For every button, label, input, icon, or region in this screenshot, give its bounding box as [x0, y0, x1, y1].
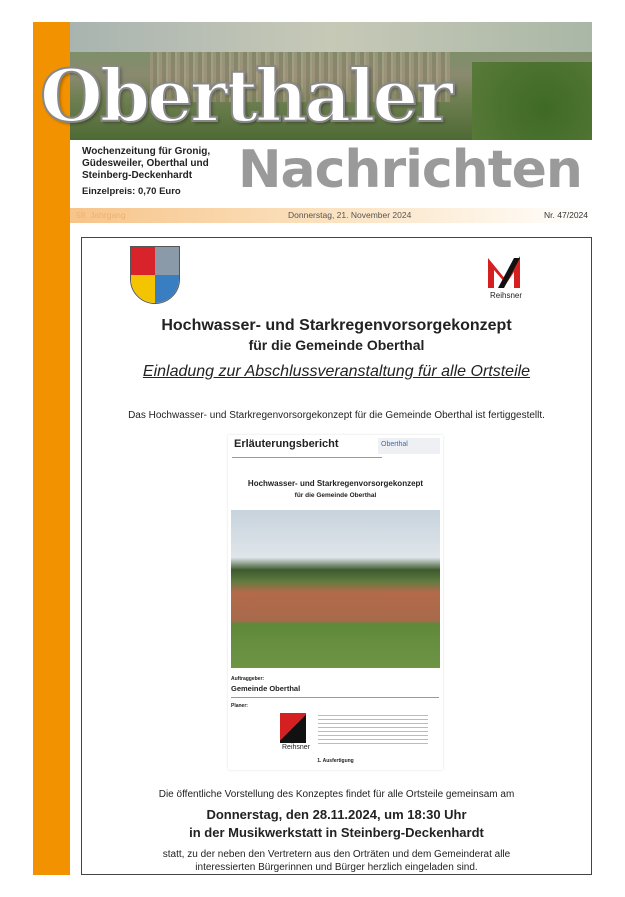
planner-logo-icon: [280, 713, 306, 743]
masthead-info: [82, 146, 232, 198]
headline-1: Hochwasser- und Starkregenvorsorgekonzept: [161, 317, 512, 334]
client: Gemeinde Oberthal: [231, 684, 301, 693]
volume: 58. Jahrgang: [76, 210, 126, 220]
reihsner-logo-text: Reihsner: [490, 291, 523, 300]
orange-side-bar: [33, 22, 70, 875]
masthead-title-2: Nachrichten: [238, 140, 582, 200]
report-cover-image: [228, 435, 443, 770]
client-label: Auftraggeber:: [231, 676, 265, 682]
oberthal-brand: Oberthal: [378, 438, 440, 454]
date-bar: [70, 208, 592, 223]
price: Einzelpreis: 0,70 Euro: [82, 186, 181, 197]
closing-text-1: statt, zu der neben den Vertretern aus den Orträten und dem Gemeinderat alle: [162, 849, 511, 860]
coat-of-arms-icon: [130, 246, 180, 304]
subheadline: Einladung zur Abschlussveranstaltung für alle Ortsteile: [142, 363, 531, 380]
presentation-text: Die öffentliche Vorstellung des Konzeptes findet für alle Ortsteile gemeinsam am: [158, 789, 515, 800]
closing-text-2: interessierten Bürgerinnen und Bürger herzlich eingeladen sind.: [195, 862, 478, 873]
report-heading: Erläuterungsbericht: [234, 438, 339, 450]
divider: [232, 457, 382, 458]
flood-photo: [231, 510, 440, 668]
reihsner-logo-icon: [480, 250, 530, 300]
divider: [231, 697, 439, 698]
masthead-subtitle: Wochenzeitung für Gronig, Güdesweiler, Oberthal und Steinberg-Deckenhardt: [82, 146, 211, 181]
article-box: [81, 237, 592, 875]
planner-logo-text: Reihsner: [282, 744, 311, 751]
headline-2: für die Gemeinde Oberthal: [248, 337, 425, 353]
masthead-title: Oberthaler: [40, 53, 451, 138]
planner-contact-block: [318, 715, 428, 745]
planner-label: Planer:: [231, 703, 248, 709]
event-date: Donnerstag, den 28.11.2024, um 18:30 Uhr: [206, 807, 467, 822]
issue-date: Donnerstag, 21. November 2024: [288, 210, 412, 220]
report-title-2: für die Gemeinde Oberthal: [294, 492, 377, 499]
event-location: in der Musikwerkstatt in Steinberg-Deckenhardt: [189, 825, 484, 840]
report-title-1: Hochwasser- und Starkregenvorsorgekonzept: [247, 479, 424, 488]
intro-text: Das Hochwasser- und Starkregenvorsorgekonzept für die Gemeinde Oberthal ist fertiggestellt.: [128, 410, 545, 421]
edition: 1. Ausfertigung: [317, 758, 354, 764]
issue-number: Nr. 47/2024: [544, 210, 588, 220]
